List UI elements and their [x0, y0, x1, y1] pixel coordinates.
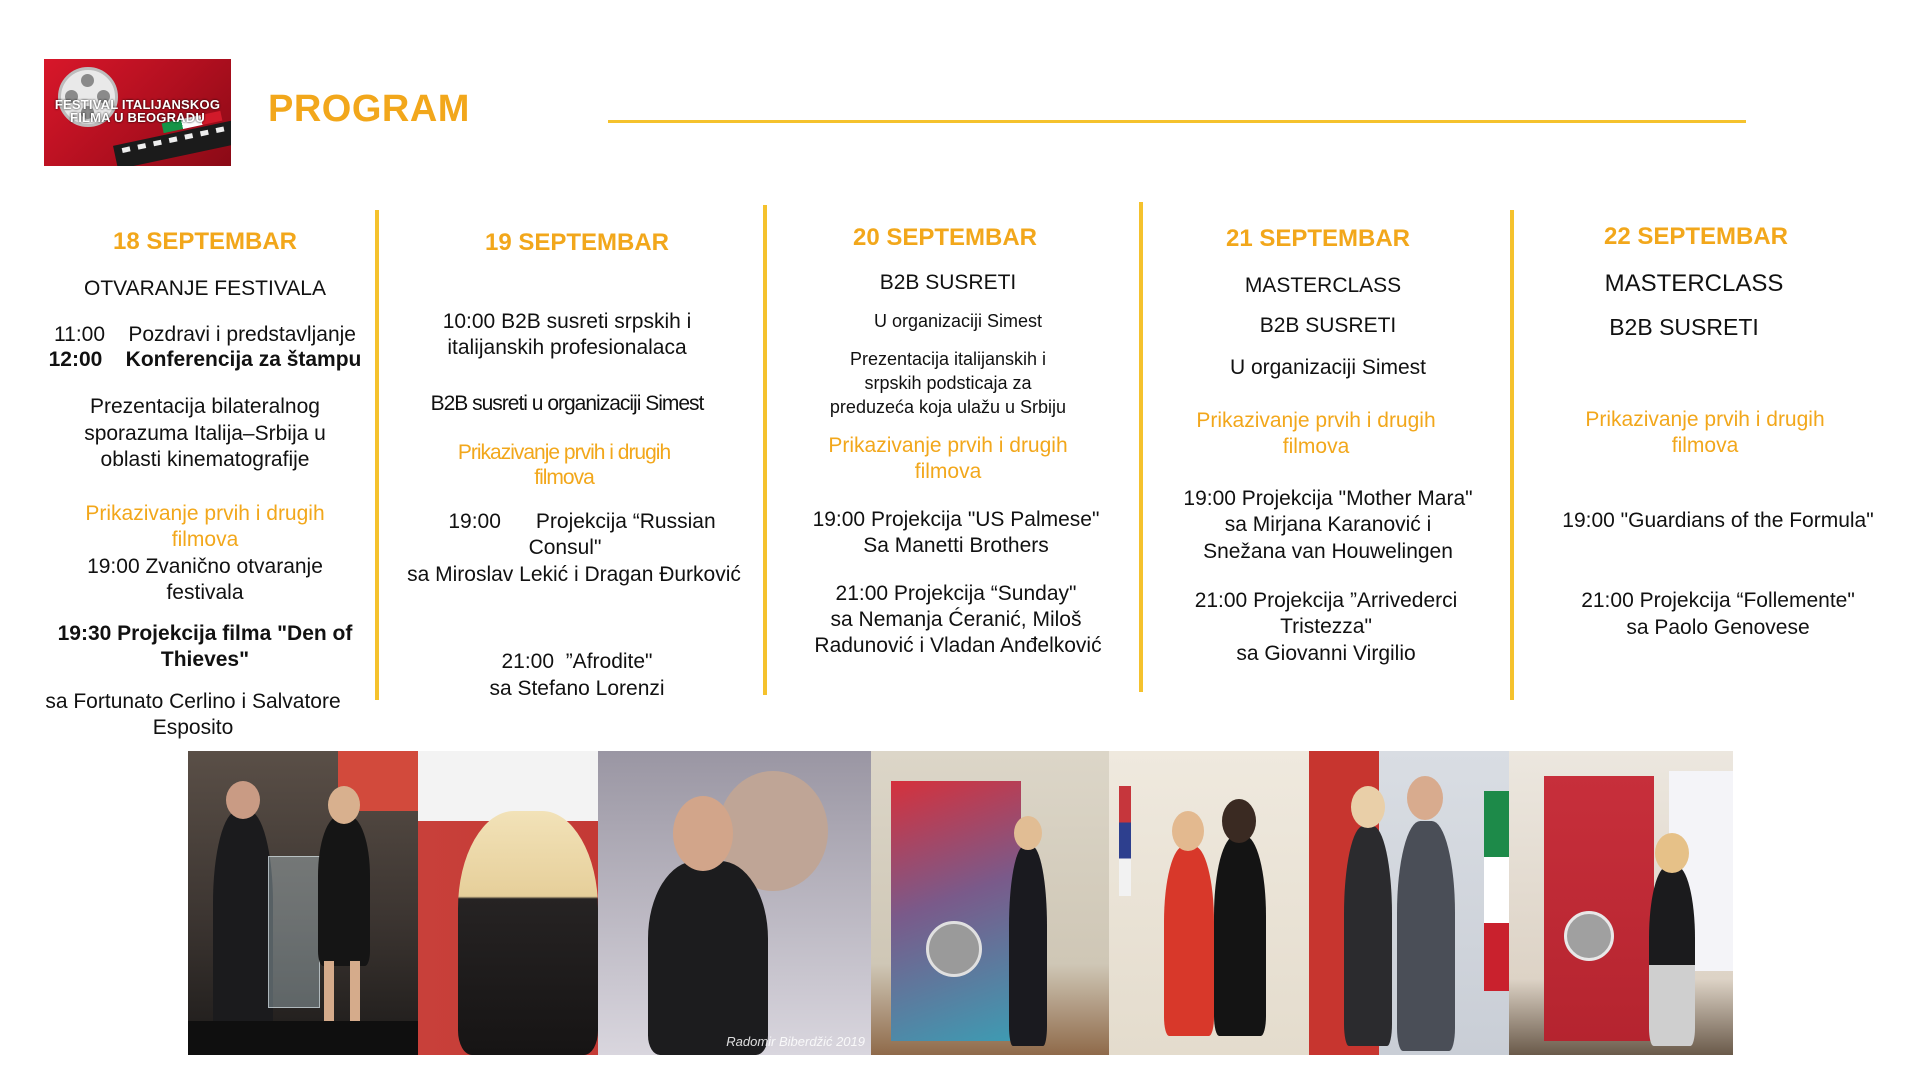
event-title: MASTERCLASS	[1244, 274, 1402, 297]
photo-collage	[188, 751, 1733, 1055]
event-line: 21:00 ”Afrodite"	[501, 650, 653, 673]
event-line: preduzeća koja ulažu u Srbiju	[829, 397, 1067, 417]
event-line: sporazuma Italija–Srbija u	[84, 422, 326, 445]
event-line: 12:00 Konferencija za štampu	[48, 348, 362, 371]
day-heading: 22 SEPTEMBAR	[1603, 223, 1789, 250]
event-line: Snežana van Houwelingen	[1203, 540, 1453, 563]
day-heading: 21 SEPTEMBAR	[1225, 225, 1411, 252]
screening-note: filmova	[1671, 434, 1739, 457]
event-line: Radunović i Vladan Anđelković	[814, 634, 1102, 657]
event-title: B2B SUSRETI	[1259, 314, 1397, 337]
logo-text-line2: FILMA U BEOGRADU	[70, 110, 205, 125]
event-line: sa Miroslav Lekić i Dragan Đurković	[407, 563, 741, 586]
photo-rollup-banner	[871, 751, 1109, 1055]
photo-interview	[418, 751, 871, 1055]
event-line: sa Paolo Genovese	[1626, 616, 1810, 639]
event-line: U organizaciji Simest	[1229, 356, 1427, 379]
event-line: 21:00 Projekcija “Sunday"	[835, 582, 1077, 605]
screening-note: Prikazivanje prvih i drugih	[828, 434, 1068, 457]
event-line: Sa Manetti Brothers	[863, 534, 1049, 557]
event-line: 21:00 Projekcija ”Arrivederci	[1194, 589, 1458, 612]
page-title: PROGRAM	[268, 88, 470, 130]
screening-note: Prikazivanje prvih i drugih	[1196, 409, 1436, 432]
event-line: Prezentacija italijanskih i	[849, 349, 1047, 369]
event-line: Esposito	[152, 716, 234, 739]
event-line: 11:00 Pozdravi i predstavljanje	[54, 323, 356, 346]
photo-festival-banner	[1509, 751, 1733, 1055]
event-line: 19:30 Projekcija filma "Den of	[57, 622, 353, 645]
event-line: Tristezza"	[1280, 615, 1372, 638]
event-line: Thieves"	[160, 648, 250, 671]
event-line: Consul"	[528, 536, 602, 559]
event-line: festivala	[166, 581, 244, 604]
logo-text-line1: FESTIVAL ITALIJANSKOG	[54, 97, 221, 112]
day-heading: 18 SEPTEMBAR	[112, 228, 298, 255]
event-line: 19:00 Projekcija “Russian	[448, 510, 716, 533]
event-line: srpskih podsticaja za	[864, 373, 1032, 393]
screening-note: filmova	[914, 460, 982, 483]
event-line: 19:00 Projekcija "US Palmese"	[812, 508, 1100, 531]
photo-credit: Radomir Biberdžić 2019	[726, 1034, 865, 1049]
event-line: italijanskih profesionalaca	[447, 336, 687, 359]
photo-stage-speakers	[188, 751, 418, 1055]
event-line: 10:00 B2B susreti srpskih i	[442, 310, 692, 333]
screening-note: filmova	[1282, 435, 1350, 458]
event-line: U organizaciji Simest	[873, 311, 1043, 331]
event-line: sa Stefano Lorenzi	[489, 677, 665, 700]
screening-note: Prikazivanje prvih i drugih	[85, 502, 325, 525]
photo-couple	[1109, 751, 1309, 1055]
event-line: B2B susreti u organizaciji Simest	[430, 392, 704, 415]
event-line: 21:00 Projekcija “Follemente"	[1581, 589, 1855, 612]
event-line: sa Nemanja Ćeranić, Miloš	[830, 608, 1082, 631]
header-divider	[608, 120, 1746, 123]
screening-note: Prikazivanje prvih i drugih	[457, 441, 671, 464]
event-line: sa Fortunato Cerlino i Salvatore	[45, 690, 341, 713]
event-line: Prezentacija bilateralnog	[90, 395, 320, 418]
event-title: OTVARANJE FESTIVALA	[84, 277, 326, 300]
event-line: 19:00 Projekcija "Mother Mara"	[1183, 487, 1473, 510]
screening-note: Prikazivanje prvih i drugih	[1585, 408, 1825, 431]
event-line: 19:00 Zvanično otvaranje	[87, 555, 323, 578]
event-title: B2B SUSRETI	[1609, 314, 1759, 340]
festival-logo	[44, 59, 231, 166]
event-line: sa Mirjana Karanović i	[1224, 513, 1432, 536]
day-heading: 20 SEPTEMBAR	[852, 224, 1038, 251]
screening-note: filmova	[534, 466, 594, 489]
photo-guests	[1309, 751, 1509, 1055]
day-heading: 19 SEPTEMBAR	[484, 229, 670, 256]
event-title: B2B SUSRETI	[879, 271, 1017, 294]
event-line: 19:00 "Guardians of the Formula"	[1562, 509, 1874, 532]
event-line: oblasti kinematografije	[100, 448, 310, 471]
event-title: MASTERCLASS	[1604, 270, 1784, 297]
event-line: sa Giovanni Virgilio	[1236, 642, 1416, 665]
screening-note: filmova	[171, 528, 239, 551]
